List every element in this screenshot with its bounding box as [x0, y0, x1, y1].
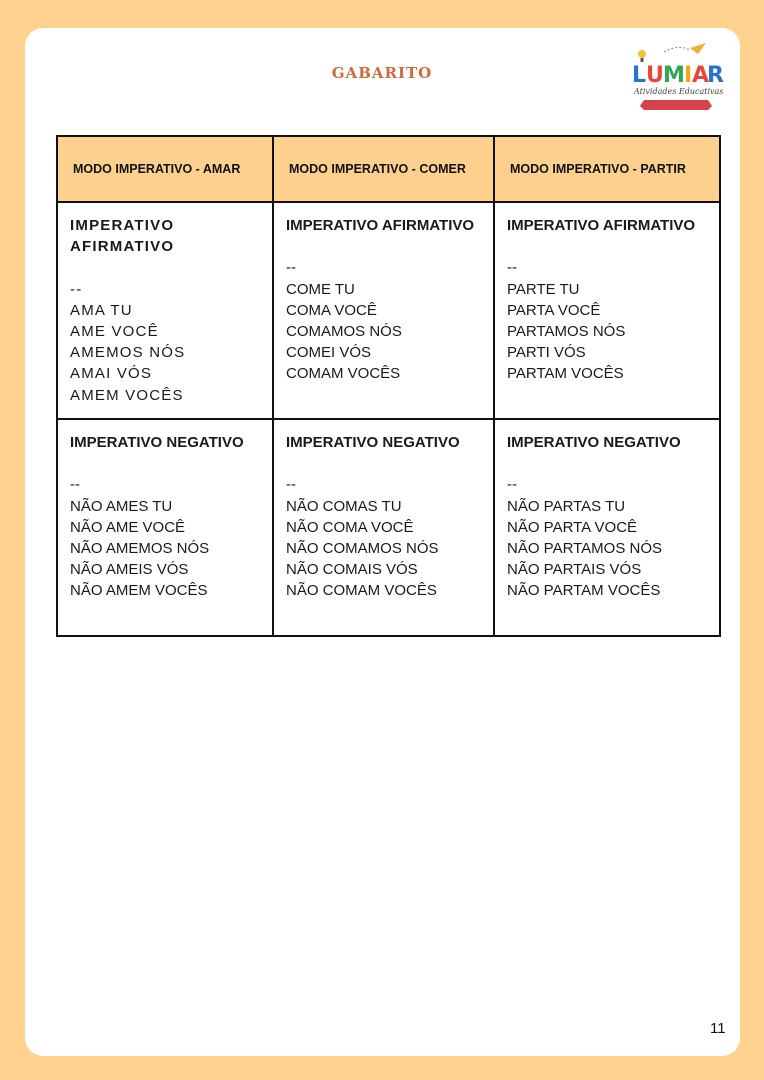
svg-text:Atividades Educativas: Atividades Educativas	[634, 87, 724, 96]
lumiar-logo-graphic	[628, 40, 724, 116]
conjugation-form: NÃO AME VOCÊ	[70, 518, 186, 536]
page-number: 11	[710, 1020, 726, 1037]
comer-negative-cell	[273, 419, 494, 636]
dash: --	[507, 259, 517, 277]
conjugation-table	[56, 135, 721, 637]
conjugation-form: AMA TU	[70, 301, 133, 319]
conjugation-form: NÃO AMES TU	[70, 497, 173, 515]
conjugation-form: AMEM VOCÊS	[70, 386, 184, 404]
negative-row	[57, 419, 720, 636]
conjugation-form: COMAMOS NÓS	[286, 323, 402, 340]
header-label: MODO IMPERATIVO - AMAR	[73, 162, 241, 176]
conjugation-form: COMEI VÓS	[286, 344, 372, 362]
section-heading: IMPERATIVO NEGATIVO	[507, 434, 681, 451]
svg-text:L: L	[632, 63, 647, 88]
svg-text:R: R	[707, 63, 724, 88]
conjugation-form: NÃO AMEMOS NÓS	[70, 540, 210, 557]
amar-negative-cell	[57, 419, 273, 636]
comer-affirmative-cell	[273, 202, 494, 419]
conjugation-form: NÃO COMAS TU	[286, 497, 402, 515]
conjugation-form: COMA VOCÊ	[286, 301, 377, 319]
conjugation-form: AMEMOS NÓS	[70, 344, 186, 362]
amar-affirmative-cell	[57, 202, 273, 419]
dash: --	[286, 259, 296, 277]
header-label: MODO IMPERATIVO - COMER	[289, 162, 466, 176]
column-header-partir	[494, 136, 720, 202]
affirmative-row	[57, 202, 720, 419]
conjugation-form: NÃO AMEM VOCÊS	[70, 582, 208, 600]
section-heading: IMPERATIVO AFIRMATIVO	[507, 217, 696, 234]
conjugation-form: NÃO PARTAS TU	[507, 497, 626, 515]
conjugation-form: COME TU	[286, 280, 355, 298]
dash: --	[286, 476, 296, 494]
conjugation-form: NÃO PARTAM VOCÊS	[507, 582, 661, 600]
column-header-comer	[273, 136, 494, 202]
conjugation-form: NÃO AMEIS VÓS	[70, 561, 189, 579]
column-header-amar	[57, 136, 273, 202]
conjugation-form: NÃO PARTAIS VÓS	[507, 561, 642, 579]
conjugation-form: NÃO COMAIS VÓS	[286, 561, 418, 579]
section-heading: IMPERATIVO NEGATIVO	[286, 434, 460, 451]
header-label: MODO IMPERATIVO - PARTIR	[510, 162, 686, 176]
page-title: GABARITO	[331, 64, 433, 82]
conjugation-form: PARTE TU	[507, 280, 580, 298]
svg-text:M: M	[663, 63, 685, 88]
section-heading: IMPERATIVO AFIRMATIVO	[286, 217, 475, 234]
table-header-row	[57, 136, 720, 202]
conjugation-form: NÃO COMAMOS NÓS	[286, 540, 439, 557]
section-heading: IMPERATIVO NEGATIVO	[70, 434, 244, 451]
partir-affirmative-cell	[494, 202, 720, 419]
conjugation-form: NÃO COMAM VOCÊS	[286, 582, 437, 600]
svg-text:I: I	[684, 63, 693, 88]
conjugation-form: PARTA VOCÊ	[507, 301, 601, 319]
section-heading: IMPERATIVO AFIRMATIVO	[70, 217, 175, 256]
conjugation-form: NÃO PARTA VOCÊ	[507, 518, 638, 536]
conjugation-form: PARTAMOS NÓS	[507, 323, 626, 340]
dash: --	[70, 476, 80, 494]
partir-negative-cell	[494, 419, 720, 636]
conjugation-form: AMAI VÓS	[70, 365, 153, 383]
conjugation-form: NÃO COMA VOCÊ	[286, 518, 414, 536]
conjugation-form: PARTI VÓS	[507, 344, 586, 362]
svg-text:U: U	[646, 63, 664, 88]
lumiar-logo	[628, 40, 724, 116]
conjugation-form: NÃO PARTAMOS NÓS	[507, 540, 663, 557]
conjugation-form: AME VOCÊ	[70, 323, 159, 340]
conjugation-form: PARTAM VOCÊS	[507, 365, 624, 383]
dash: --	[70, 280, 83, 298]
dash: --	[507, 476, 517, 494]
conjugation-form: COMAM VOCÊS	[286, 365, 401, 383]
svg-text:A: A	[692, 63, 710, 88]
